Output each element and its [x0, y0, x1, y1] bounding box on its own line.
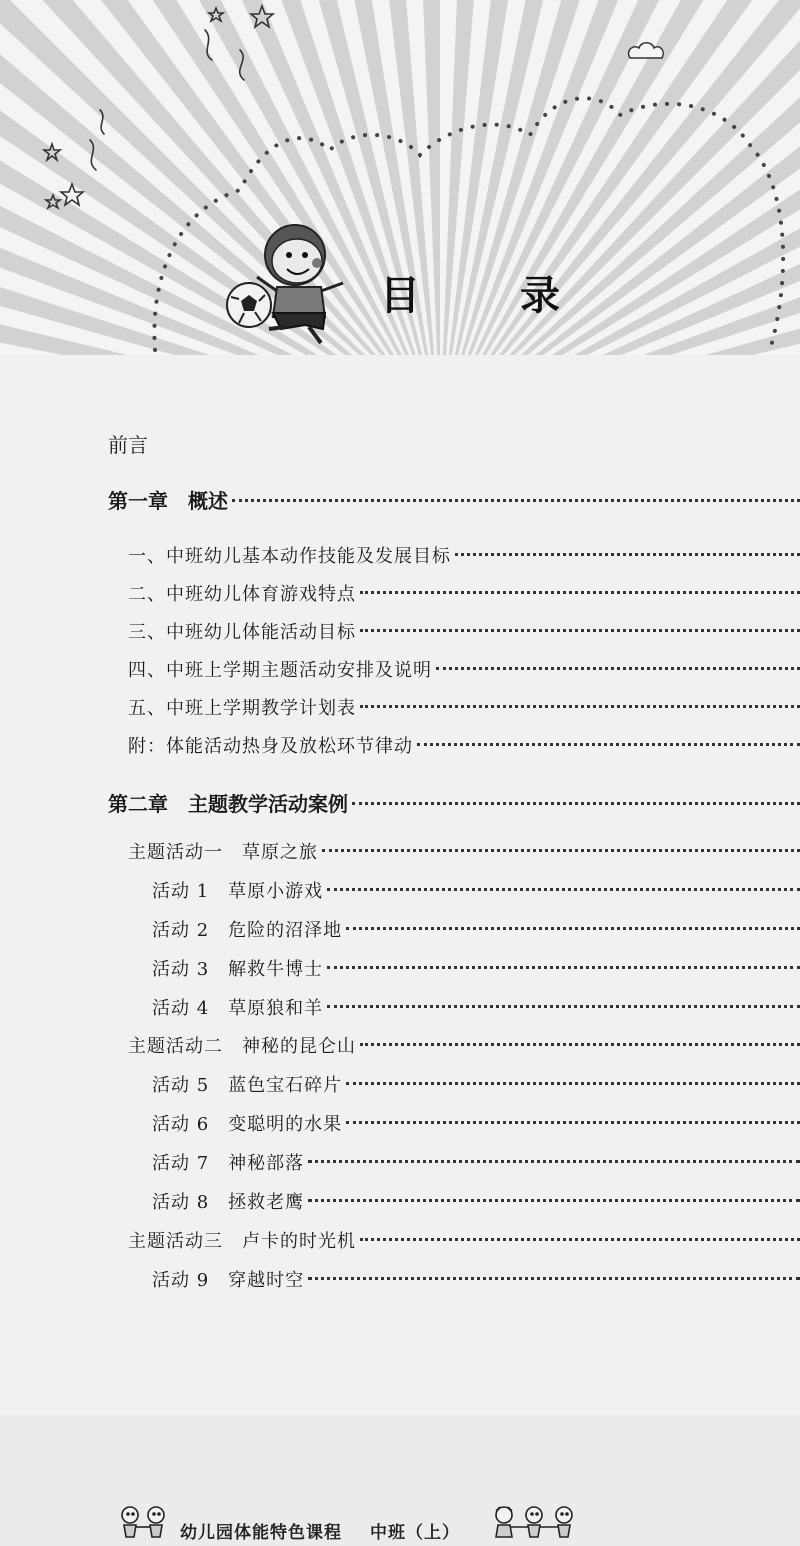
- header-illustration: [0, 0, 800, 370]
- toc-activity[interactable]: [152, 1188, 800, 1214]
- title-char-1: 目: [380, 272, 420, 319]
- dot-leader: [360, 591, 800, 594]
- toc-entry-label: 四、中班上学期主题活动安排及说明: [128, 660, 432, 681]
- dot-leader: [360, 1238, 800, 1241]
- book-title: 幼儿园体能特色课程: [180, 1523, 342, 1543]
- toc-entry-label: 活动 9 穿越时空: [152, 1270, 305, 1291]
- toc-activity[interactable]: [152, 1071, 800, 1097]
- toc-entry-label: 活动 4 草原狼和羊: [152, 998, 324, 1019]
- toc-item[interactable]: [128, 694, 800, 720]
- toc-entry-label: 活动 7 神秘部落: [152, 1153, 305, 1174]
- dot-leader: [346, 1121, 800, 1124]
- dot-leader: [308, 1199, 800, 1202]
- toc-entry-label: 活动 2 危险的沼泽地: [152, 920, 343, 941]
- toc-entry-label: 二、中班幼儿体育游戏特点: [128, 584, 356, 605]
- toc-entry-label: 第二章 主题教学活动案例: [108, 792, 348, 816]
- cloud-icon: [629, 43, 664, 58]
- grade-label: 中班（上）: [370, 1523, 460, 1543]
- toc-entry-label: 前言: [108, 433, 148, 457]
- toc-entry-label: 五、中班上学期教学计划表: [128, 698, 356, 719]
- dot-leader: [327, 966, 800, 969]
- dot-leader: [327, 1005, 800, 1008]
- toc-item[interactable]: [128, 542, 800, 568]
- toc-entry-label: 第一章 概述: [108, 489, 228, 513]
- toc-page: [0, 355, 800, 1415]
- page-title: [380, 262, 560, 322]
- toc-activity[interactable]: [152, 994, 800, 1020]
- dot-leader: [232, 499, 800, 502]
- toc-item[interactable]: [128, 618, 800, 644]
- dot-leader: [346, 1082, 800, 1085]
- toc-entry-label: 主题活动三 卢卡的时光机: [128, 1231, 356, 1252]
- dot-leader: [417, 743, 800, 746]
- dot-leader: [436, 667, 800, 670]
- toc-entry-label: 主题活动一 草原之旅: [128, 842, 318, 863]
- dot-leader: [327, 888, 800, 891]
- toc-entry-label: 一、中班幼儿基本动作技能及发展目标: [128, 546, 451, 567]
- kids-icon: [492, 1505, 578, 1541]
- toc-activity[interactable]: [152, 1266, 800, 1292]
- toc-item[interactable]: [128, 732, 800, 758]
- toc-entry-label: 活动 8 拯救老鹰: [152, 1192, 305, 1213]
- dot-leader: [346, 927, 800, 930]
- toc-entry-label: 三、中班幼儿体能活动目标: [128, 622, 356, 643]
- toc-preface[interactable]: [108, 429, 800, 458]
- dot-leader: [455, 553, 800, 556]
- toc-theme[interactable]: [128, 1227, 800, 1253]
- toc-entry-label: 活动 1 草原小游戏: [152, 881, 324, 902]
- toc-entry-label: 活动 6 变聪明的水果: [152, 1114, 343, 1135]
- dot-leader: [360, 629, 800, 632]
- toc-activity[interactable]: [152, 955, 800, 981]
- toc-entry-label: 主题活动二 神秘的昆仑山: [128, 1036, 356, 1057]
- dot-leader: [352, 802, 800, 805]
- toc-chapter-2[interactable]: [108, 788, 800, 817]
- dot-leader: [360, 705, 800, 708]
- toc-item[interactable]: [128, 656, 800, 682]
- toc-entry-label: 附：体能活动热身及放松环节律动: [128, 736, 413, 757]
- toc-theme[interactable]: [128, 1032, 800, 1058]
- toc-activity[interactable]: [152, 1110, 800, 1136]
- dot-leader: [308, 1160, 800, 1163]
- toc-chapter-1[interactable]: [108, 485, 800, 514]
- footer-title: [180, 1518, 460, 1543]
- toc-entry-label: 活动 3 解救牛博士: [152, 959, 324, 980]
- kids-icon: [118, 1505, 174, 1541]
- dot-leader: [360, 1043, 800, 1046]
- toc-activity[interactable]: [152, 1149, 800, 1175]
- toc-theme[interactable]: [128, 838, 800, 864]
- title-char-2: 录: [520, 272, 560, 319]
- toc-entry-label: 活动 5 蓝色宝石碎片: [152, 1075, 343, 1096]
- toc-item[interactable]: [128, 580, 800, 606]
- dot-leader: [322, 849, 800, 852]
- dot-leader: [308, 1277, 800, 1280]
- toc-activity[interactable]: [152, 877, 800, 903]
- toc-activity[interactable]: [152, 916, 800, 942]
